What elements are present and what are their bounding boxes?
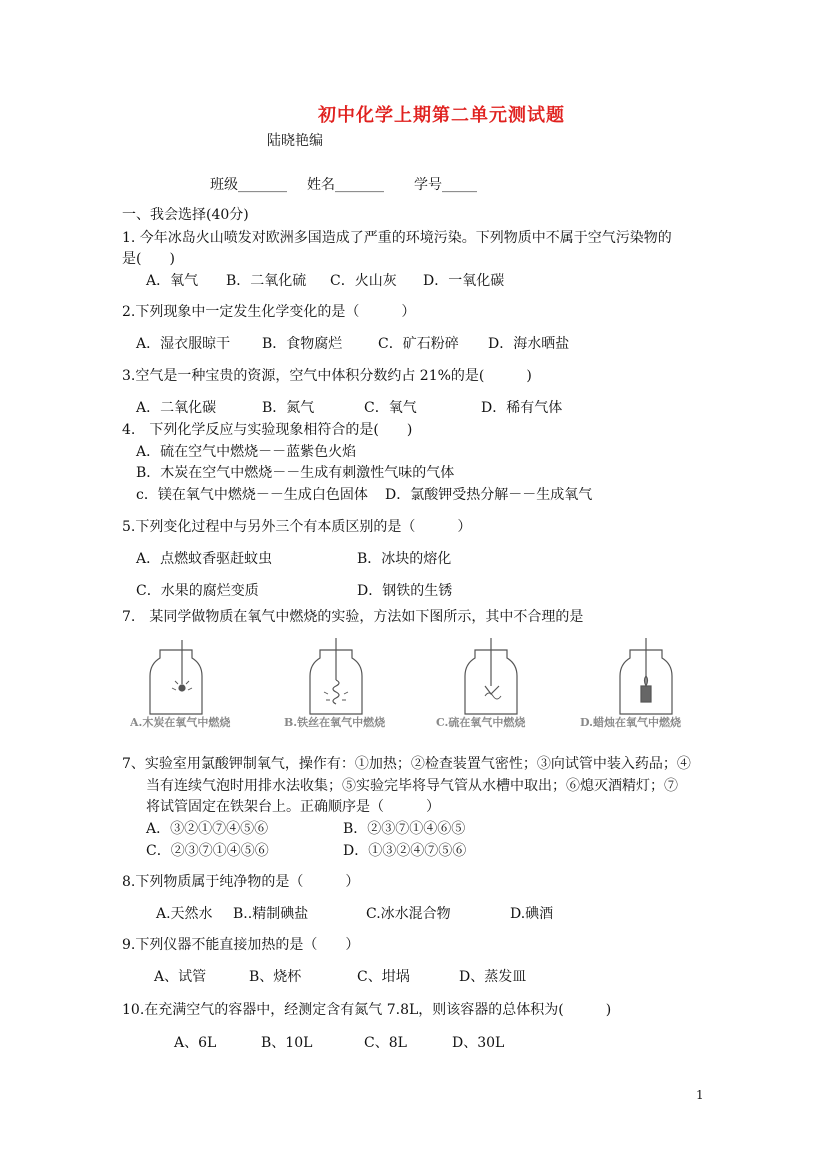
- q10-option-a: A、6L: [174, 1035, 217, 1051]
- q1-option-d: D．一氧化碳: [423, 273, 505, 289]
- q1-stem-line1: 1. 今年冰岛火山喷发对欧洲多国造成了严重的环境污染。下列物质中不属于空气污染物的: [122, 230, 672, 246]
- q9-stem: 9.下列仪器不能直接加热的是（ ）: [122, 937, 360, 953]
- name-field: 姓名_______: [307, 177, 384, 193]
- q7b-stem-line2: 当有连续气泡时用排水法收集；⑤实验完毕将导气管从水槽中取出；⑥熄灭酒精灯；⑦: [146, 778, 678, 794]
- q7b-option-c: C．②③⑦①④⑤⑥: [146, 843, 269, 859]
- bottle-b-icon: [310, 638, 362, 714]
- q5-option-a: A．点燃蚊香驱赶蚊虫: [136, 551, 273, 567]
- combustion-experiment-figure: [130, 636, 700, 732]
- q8-option-c: C.冰水混合物: [366, 906, 451, 922]
- q4-option-a: A．硫在空气中燃烧－－蓝紫色火焰: [136, 444, 357, 460]
- q4-stem: 4. 下列化学反应与实验现象相符合的是( ): [122, 422, 413, 438]
- q9-option-c: C、坩埚: [357, 969, 410, 985]
- q2-option-c: C．矿石粉碎: [378, 336, 459, 352]
- q10-option-d: D、30L: [452, 1035, 505, 1051]
- q7b-stem-line3: 将试管固定在铁架台上。正确顺序是（ ）: [146, 799, 440, 815]
- q4-option-d: D．氯酸钾受热分解－－生成氧气: [385, 487, 593, 503]
- q2-stem: 2.下列现象中一定发生化学变化的是（ ）: [122, 304, 416, 320]
- q3-option-a: A．二氧化碳: [136, 400, 217, 416]
- bottle-d-icon: [620, 638, 672, 714]
- q3-stem: 3.空气是一种宝贵的资源，空气中体积分数约占 21%的是( ): [122, 368, 532, 384]
- q7b-stem-line1: 7、实验室用氯酸钾制氧气，操作有：①加热；②检查装置气密性；③向试管中装入药品；④: [122, 756, 691, 772]
- q10-option-c: C、8L: [364, 1035, 407, 1051]
- q3-option-c: C．氧气: [364, 400, 417, 416]
- q9-option-d: D、蒸发皿: [459, 969, 527, 985]
- q5-option-c: C．水果的腐烂变质: [136, 583, 259, 599]
- q3-option-d: D．稀有气体: [481, 400, 563, 416]
- author-line: 陆晓艳编: [267, 133, 323, 149]
- exam-title: 初中化学上期第二单元测试题: [318, 105, 565, 126]
- q10-stem: 10.在充满空气的容器中，经测定含有氮气 7.8L，则该容器的总体积为( ): [122, 1002, 612, 1018]
- q2-option-d: D．海水晒盐: [488, 336, 570, 352]
- q8-option-b: B..精制碘盐: [233, 906, 309, 922]
- q3-option-b: B．氮气: [262, 400, 315, 416]
- q1-option-b: B．二氧化硫: [226, 273, 307, 289]
- q8-stem: 8.下列物质属于纯净物的是（ ）: [122, 874, 360, 890]
- q9-option-b: B、烧杯: [249, 969, 302, 985]
- caption-c: C.硫在氧气中燃烧: [436, 716, 526, 729]
- q7b-option-d: D．①③②④⑦⑤⑥: [343, 843, 467, 859]
- q2-option-b: B．食物腐烂: [262, 336, 343, 352]
- q1-option-a: A．氧气: [146, 273, 199, 289]
- section-heading: 一、我会选择(40分): [122, 207, 249, 223]
- q2-option-a: A．湿衣服晾干: [136, 336, 231, 352]
- q4-option-c: c．镁在氧气中燃烧－－生成白色固体: [136, 487, 368, 503]
- q7b-option-b: B．②③⑦①④⑥⑤: [343, 821, 466, 837]
- q5-stem: 5.下列变化过程中与另外三个有本质区别的是（ ）: [122, 519, 472, 535]
- q10-option-b: B、10L: [261, 1035, 313, 1051]
- q5-option-b: B．冰块的熔化: [357, 551, 452, 567]
- q9-option-a: A、试管: [154, 969, 207, 985]
- class-field: 班级_______: [210, 177, 287, 193]
- q5-option-d: D．钢铁的生锈: [357, 583, 453, 599]
- q7-figure-stem: 7. 某同学做物质在氧气中燃烧的实验，方法如下图所示，其中不合理的是: [122, 609, 584, 625]
- q1-option-c: C．火山灰: [330, 273, 397, 289]
- bottle-c-icon: [465, 638, 517, 714]
- q1-stem-line2: 是( ): [122, 251, 175, 267]
- q4-option-b: B．木炭在空气中燃烧－－生成有刺激性气味的气体: [136, 465, 455, 481]
- q8-option-d: D.碘酒: [510, 906, 554, 922]
- caption-b: B.铁丝在氧气中燃烧: [284, 716, 386, 729]
- caption-d: D.蜡烛在氧气中燃烧: [580, 716, 681, 729]
- bottle-a-icon: [150, 640, 202, 714]
- q8-option-a: A.天然水: [156, 906, 213, 922]
- caption-a: A.木炭在氧气中燃烧: [130, 716, 231, 729]
- q7b-option-a: A．③②①⑦④⑤⑥: [146, 821, 269, 837]
- student-number-field: 学号_____: [414, 177, 477, 193]
- page-number: 1: [696, 1088, 704, 1102]
